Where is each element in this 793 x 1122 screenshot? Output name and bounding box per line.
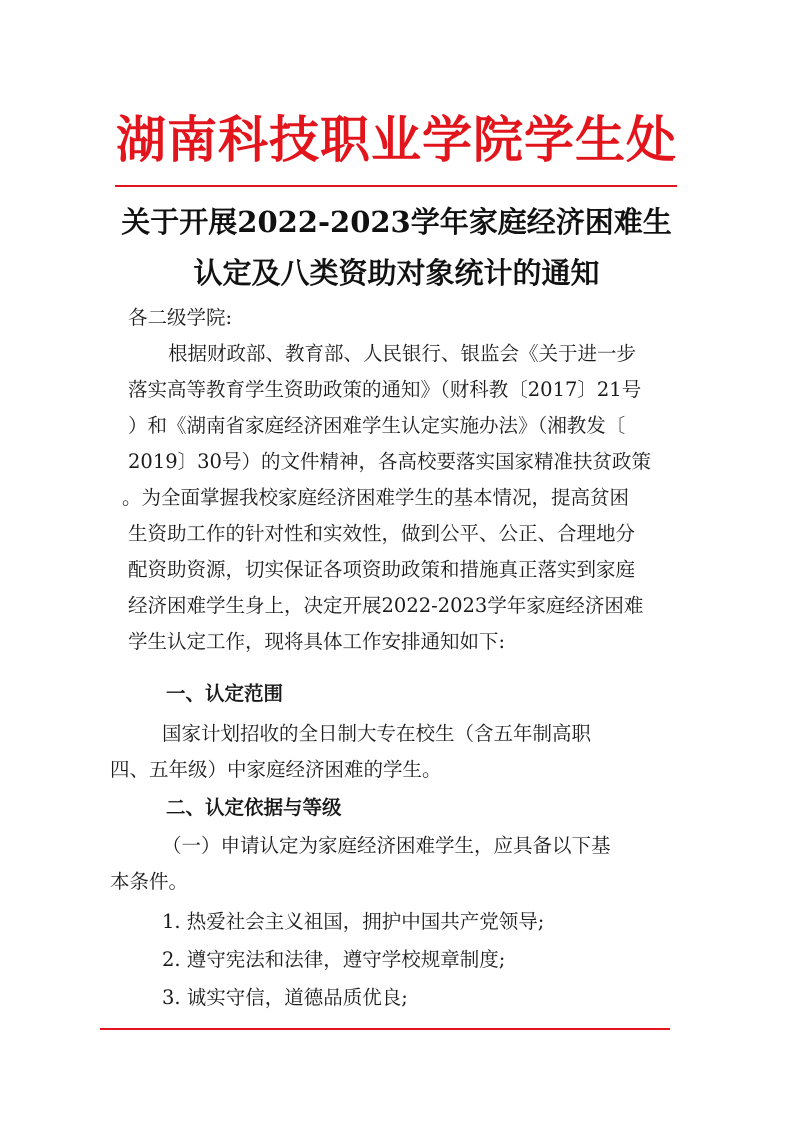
- salutation: 各二级学院:: [128, 306, 233, 329]
- intro-line: 配资助资源，切实保证各项资助政策和措施真正落实到家庭: [128, 558, 636, 581]
- notice-title-line-2: 认定及八类资助对象统计的通知: [193, 256, 600, 290]
- letterhead-rule: [115, 185, 677, 187]
- intro-line: 。为全面掌握我校家庭经济困难学生的基本情况，提高贫困: [122, 486, 630, 509]
- notice-title-line-1: 关于开展2022-2023学年家庭经济困难生: [121, 205, 672, 239]
- condition-item: 3. 诚实守信，道德品质优良;: [162, 986, 408, 1009]
- intro-line: 学生认定工作，现将具体工作安排通知如下:: [128, 630, 506, 653]
- intro-line: ）和《湖南省家庭经济困难学生认定实施办法》（湘教发〔: [128, 414, 626, 437]
- org-letterhead: 湖南科技职业学院学生处: [116, 110, 677, 169]
- condition-item: 1. 热爱社会主义祖国，拥护中国共产党领导;: [162, 910, 545, 933]
- intro-line: 生资助工作的针对性和实效性，做到公平、公正、合理地分: [128, 522, 636, 545]
- intro-line: 落实高等教育学生资助政策的通知》（财科教〔2017〕21号: [128, 378, 642, 401]
- scope-line: 国家计划招收的全日制大专在校生（含五年制高职: [162, 722, 592, 745]
- section-heading-scope: 一、认定范围: [166, 682, 284, 705]
- intro-line: 经济困难学生身上，决定开展2022-2023学年家庭经济困难: [128, 594, 644, 617]
- basis-line: （一）申请认定为家庭经济困难学生，应具备以下基: [162, 834, 611, 857]
- section-heading-basis: 二、认定依据与等级: [166, 796, 342, 819]
- intro-line: 根据财政部、教育部、人民银行、银监会《关于进一步: [168, 342, 637, 365]
- scope-line: 四、五年级）中家庭经济困难的学生。: [110, 758, 442, 781]
- condition-item: 2. 遵守宪法和法律，遵守学校规章制度;: [162, 948, 506, 971]
- basis-line: 本条件。: [110, 870, 189, 893]
- footer-rule: [100, 1028, 670, 1030]
- intro-line: 2019〕30号）的文件精神，各高校要落实国家精准扶贫政策: [128, 450, 651, 473]
